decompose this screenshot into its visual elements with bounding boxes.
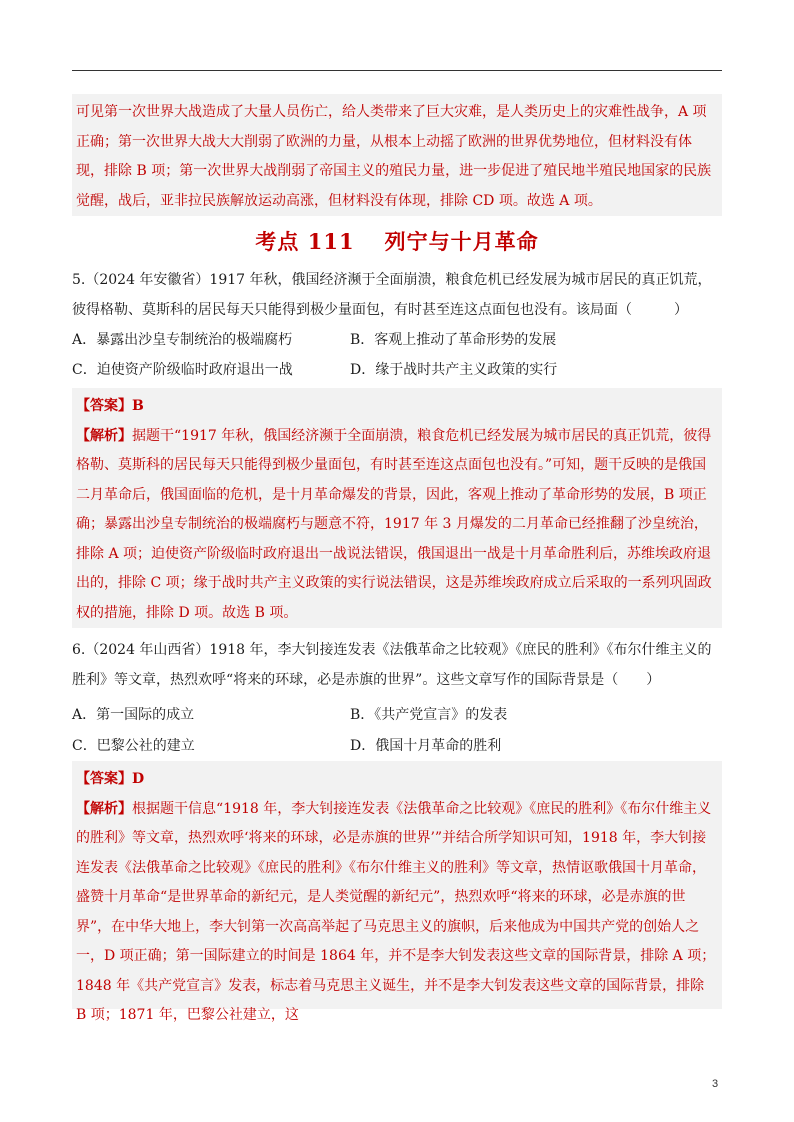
- question-5-option-b: B．客观上推动了革命形势的发展: [350, 332, 557, 348]
- section-number: 考点 111: [255, 229, 355, 254]
- prev-explanation: 可见第一次世界大战造成了大量人员伤亡，给人类带来了巨大灾难，是人类历史上的灾难性战争，A 项正确；第一次世界大战大大削弱了欧洲的力量，从根本上动摇了欧洲的世界优势地位，但材料没有体现，排除 B 项；第一次世界大战削弱了帝国主义的殖民力量，进一步促进了殖民地半殖民地国家的民族觉醒，战后，亚非拉民族解放运动高涨，但材料没有体现，排除 CD 项。故选 A 项。: [76, 104, 712, 209]
- question-6-answer-box: [72, 761, 722, 1023]
- analysis-label: 【解析】: [76, 800, 132, 817]
- analysis-text: 根据题干信息“1918 年，李大钊接连发表《法俄革命之比较观》《庶民的胜利》《布尔什维主义的胜利》等文章，热烈欢呼‘将来的环球，必是赤旗的世界’”并结合所学知识可知，1918 年，李大钊接连发表《法俄革命之比较观》《庶民的胜利》《布尔什维主义的胜利》等文章，热情讴歌俄国十月革命，盛赞十月革命“是世界革命的新纪元，是人类觉醒的新纪元”，热烈欢呼“将来的环球，必是赤旗的世界”，在中华大地上，李大钊第一次高高举起了马克思主义的旗帜，后来他成为中国共产党的创始人之一，D 项正确；第一国际建立的时间是 1864 年，并不是李大钊发表这些文章的国际背景，排除 A 项；1848 年《共产党宣言》发表，标志着马克思主义诞生，并不是李大钊发表这些文章的国际背景，排除 B 项；1871 年，巴黎公社建立，这: [76, 800, 716, 1023]
- question-5-option-c: C．迫使资产阶级临时政府退出一战: [72, 362, 293, 378]
- question-5-option-a: A．暴露出沙皇专制统治的极端腐朽: [72, 332, 293, 348]
- question-6-analysis: [76, 795, 718, 1031]
- question-5-answer: [76, 392, 718, 422]
- question-5-analysis: [76, 422, 718, 629]
- answer-label: 【答案】: [76, 398, 132, 414]
- answer-value: D: [132, 771, 145, 787]
- analysis-label: 【解析】: [76, 427, 132, 444]
- header-rule: [72, 70, 722, 71]
- analysis-text: 据题干“1917 年秋，俄国经济濒于全面崩溃，粮食危机已经发展为城市居民的真正饥荒，彼得格勒、莫斯科的居民每天只能得到极少量面包，有时甚至连这点面包也没有。”可知，题干反映的是俄国二月革命后，俄国面临的危机，是十月革命爆发的背景，因此，客观上推动了革命形势的发展，B 项正确；暴露出沙皇专制统治的极端腐朽与题意不符，1917 年 3 月爆发的二月革命已经推翻了沙皇统治，排除 A 项；迫使资产阶级临时政府退出一战说法错误，俄国退出一战是十月革命胜利后，苏维埃政府退出的，排除 C 项；缘于战时共产主义政策的实行说法错误，这是苏维埃政府成立后采取的一系列巩固政权的措施，排除 D 项。故选 B 项。: [76, 427, 712, 621]
- question-6-option-c: C．巴黎公社的建立: [72, 738, 195, 754]
- question-6-stem: 6.（2024 年山西省）1918 年，李大钊接连发表《法俄革命之比较观》《庶民的胜利》《布尔什维主义的胜利》等文章，热烈欢呼“将来的环球，必是赤旗的世界”。这些文章写作的国际背景是（ ）: [72, 642, 712, 688]
- question-6-option-a: A．第一国际的成立: [72, 707, 195, 723]
- question-6-option-d: D．俄国十月革命的胜利: [350, 738, 502, 754]
- question-5-answer-box: [72, 388, 722, 628]
- section-name: 列宁与十月革命: [384, 229, 539, 254]
- prev-explanation-box: [72, 94, 722, 216]
- question-5-stem: 5.（2024 年安徽省）1917 年秋，俄国经济濒于全面崩溃，粮食危机已经发展为城市居民的真正饥荒，彼得格勒、莫斯科的居民每天只能得到极少量面包，有时甚至连这点面包也没有。该局面（ ）: [72, 272, 712, 318]
- question-6-option-b: B．《共产党宣言》的发表: [350, 707, 508, 723]
- answer-label: 【答案】: [76, 771, 132, 787]
- question-6-answer: [76, 765, 718, 795]
- question-5-option-d: D．缘于战时共产主义政策的实行: [350, 362, 558, 378]
- page-number: 3: [712, 1078, 719, 1090]
- answer-value: B: [132, 398, 144, 414]
- section-title: [72, 226, 722, 258]
